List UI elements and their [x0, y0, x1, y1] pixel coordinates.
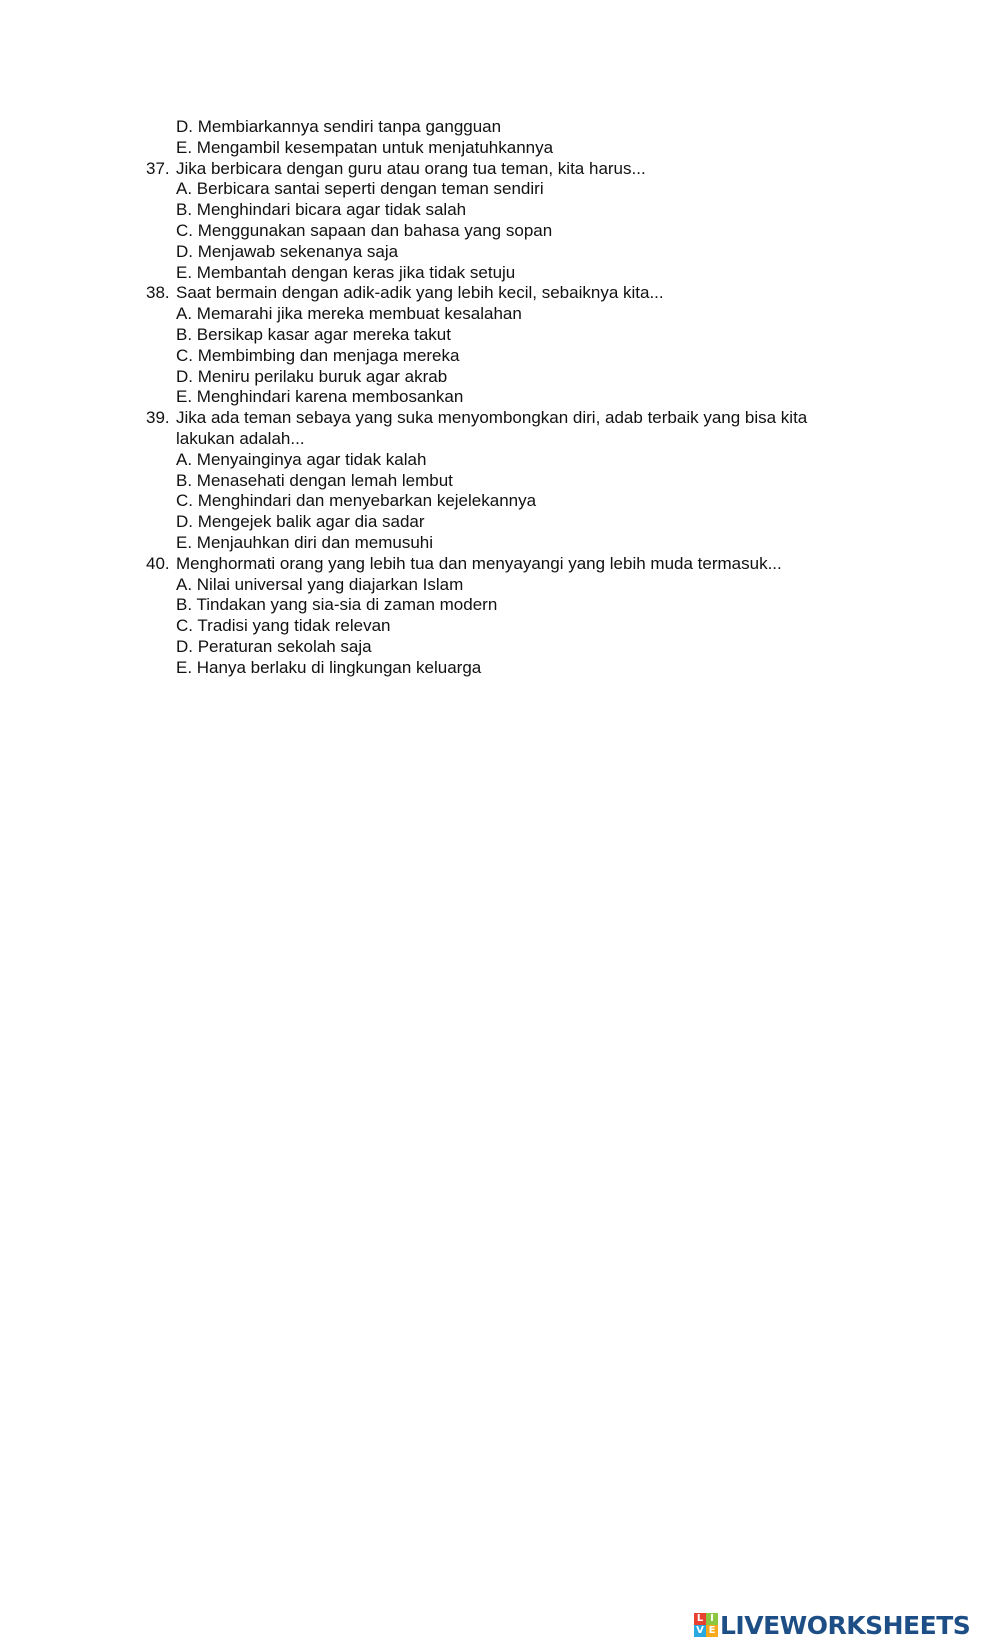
option-line[interactable]: E. Menjauhkan diri dan memusuhi	[176, 532, 434, 552]
question-text: Jika ada teman sebaya yang suka menyombongkan diri, adab terbaik yang bisa kita lakukan adalah...	[176, 408, 808, 448]
question-39	[146, 408, 866, 450]
option-line[interactable]: E. Mengambil kesempatan untuk menjatuhkannya	[176, 137, 554, 157]
question-40	[146, 554, 866, 575]
option-line[interactable]: B. Bersikap kasar agar mereka takut	[176, 324, 451, 344]
option-line[interactable]: D. Mengejek balik agar dia sadar	[176, 512, 425, 532]
option-line[interactable]: C. Menghindari dan menyebarkan kejelekannya	[176, 491, 537, 511]
question-38	[146, 283, 866, 304]
question-37	[146, 159, 866, 180]
logo-letter-i: I	[706, 1613, 718, 1625]
logo-mark-icon	[694, 1613, 718, 1637]
option-line[interactable]: C. Menggunakan sapaan dan bahasa yang sopan	[176, 220, 553, 240]
question-text: Jika berbicara dengan guru atau orang tua teman, kita harus...	[176, 158, 646, 178]
question-number: 37.	[146, 158, 170, 178]
logo-letter-e: E	[706, 1625, 718, 1637]
option-line[interactable]: D. Membiarkannya sendiri tanpa gangguan	[176, 117, 502, 136]
question-number: 38.	[146, 283, 170, 303]
logo-letter-l: L	[694, 1613, 706, 1625]
logo-text: LIVEWORKSHEETS	[720, 1610, 971, 1640]
question-list	[146, 117, 866, 679]
option-line[interactable]: C. Tradisi yang tidak relevan	[176, 616, 391, 636]
option-line[interactable]: B. Menasehati dengan lemah lembut	[176, 470, 453, 490]
liveworksheets-logo[interactable]	[694, 1610, 970, 1640]
option-line[interactable]: C. Membimbing dan menjaga mereka	[176, 345, 460, 365]
logo-letter-v: V	[694, 1625, 706, 1637]
option-line[interactable]: B. Menghindari bicara agar tidak salah	[176, 200, 467, 220]
option-line[interactable]: D. Peraturan sekolah saja	[176, 636, 372, 656]
question-text: Saat bermain dengan adik-adik yang lebih kecil, sebaiknya kita...	[176, 283, 664, 303]
option-line[interactable]: D. Meniru perilaku buruk agar akrab	[176, 366, 448, 386]
option-line[interactable]: A. Berbicara santai seperti dengan teman sendiri	[176, 179, 544, 199]
question-number: 40.	[146, 553, 170, 573]
option-line[interactable]: A. Menyainginya agar tidak kalah	[176, 449, 427, 469]
option-line[interactable]: B. Tindakan yang sia-sia di zaman modern	[176, 595, 498, 615]
option-line[interactable]: A. Nilai universal yang diajarkan Islam	[176, 574, 464, 594]
question-text: Menghormati orang yang lebih tua dan menyayangi yang lebih muda termasuk...	[176, 553, 782, 573]
question-number: 39.	[146, 408, 170, 428]
option-line[interactable]: A. Memarahi jika mereka membuat kesalahan	[176, 304, 522, 324]
option-line[interactable]: E. Membantah dengan keras jika tidak setuju	[176, 262, 516, 282]
option-line[interactable]: E. Menghindari karena membosankan	[176, 387, 464, 407]
option-line[interactable]: E. Hanya berlaku di lingkungan keluarga	[176, 657, 482, 677]
option-line[interactable]: D. Menjawab sekenanya saja	[176, 241, 399, 261]
